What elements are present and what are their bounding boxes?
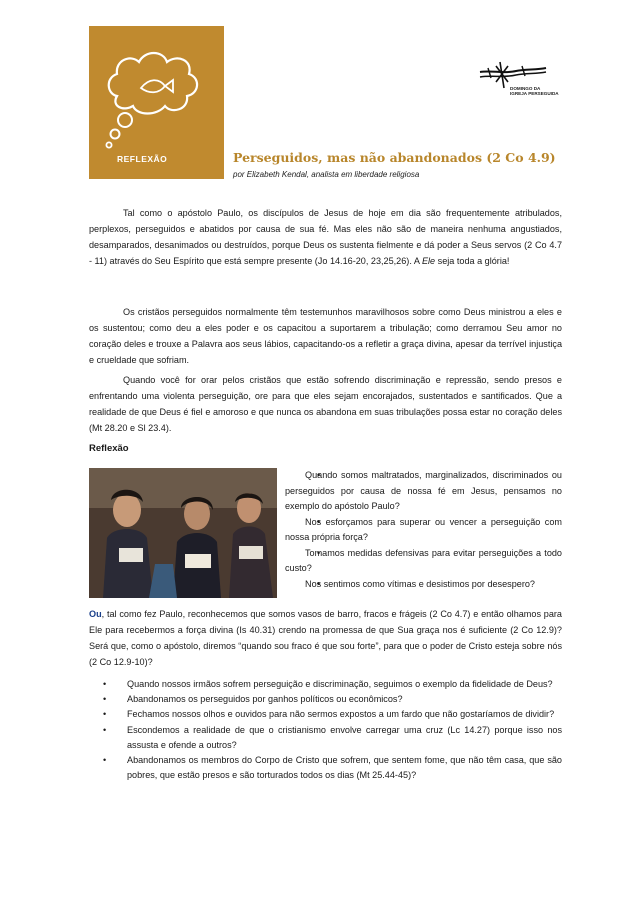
bullet-icon: • <box>103 679 107 689</box>
list-item: • Abandonamos os membros do Corpo de Cristo que sofrem, que sentem fome, que não têm casa, que são pobres, que estão presos e são torturados todos os dias (Mt 25.44-45)? <box>103 755 562 781</box>
article-author: por Elizabeth Kendal, analista em liberdade religiosa <box>233 170 420 179</box>
paragraph-1: Tal como o apóstolo Paulo, os discípulos de Jesus de hoje em dia são frequentemente atribulados, perplexos, perseguidos e abatidos por causa de sua fé. Mas eles não são de maneira nenhuma angustiados, desamparados, desanimados ou destruídos, porque Deus os sustenta fielmente e dá poder a Seus servos (2 Co 4.7 - 11) através do Seu Espírito que está sempre presente (Jo 14.16-20, 23,25,26). A Ele seja toda a glória! <box>89 208 562 266</box>
reflection-questions <box>285 468 562 592</box>
reflection-heading: Reflexão <box>89 443 129 454</box>
bullet-icon: • <box>103 709 107 720</box>
banner-label: REFLEXÃO <box>117 154 168 164</box>
list-item: • Quando nossos irmãos sofrem perseguição e discriminação, seguimos o exemplo da fidelidade de Deus? <box>89 677 562 692</box>
question-item: • Tomamos medidas defensivas para evitar perseguições a todo custo? <box>285 546 562 577</box>
question-item: • Quando somos maltratados, marginalizados, discriminados ou perseguidos por causa de nossa fé em Jesus, pensamos no exemplo do apóstolo Paulo? <box>285 468 562 515</box>
paragraph-2: Os cristãos perseguidos normalmente têm testemunhos maravilhosos sobre como Deus ministrou a eles e os sustentou; como deu a eles poder e os capacitou a suportarem a tribulação; como derramou Seu amor no coração deles e trouxe a Palavra aos seus lábios, capacitando-os a refletir a graça divina, apesar da terrível injustiça e crueldade que sofriam. <box>89 307 562 365</box>
photo-believers-reading <box>89 468 277 598</box>
ou-paragraph: Ou, tal como fez Paulo, reconhecemos que somos vasos de barro, fracos e frágeis (2 Co 4.7) e então olhamos para Ele para recebermos a força divina (Is 40.31) crendo na promessa de que Sua graça nos é suficiente (2 Co 12.9)? Será que, como o apóstolo, diremos “quando sou fraco é que sou forte”, para que o poder de Cristo esteja sobre nós (2 Co 12.9-10)? <box>89 609 562 667</box>
list-item: • Fechamos nossos olhos e ouvidos para não sermos expostos a um fardo que não gostaríamos de dividir? <box>89 707 562 722</box>
list-item: • Escondemos a realidade de que o cristianismo envolve carregar uma cruz (Lc 14.27) porque isso nos assusta e ofende a outros? <box>103 724 562 750</box>
list-item: • Abandonamos os perseguidos por ganhos políticos ou econômicos? <box>89 692 562 707</box>
bullet-icon: • <box>103 755 107 766</box>
ou-lead: Ou <box>89 609 102 619</box>
bullet-icon: • <box>103 694 107 705</box>
question-item: • Nos sentimos como vítimas e desistimos por desespero? <box>285 577 562 593</box>
question-item: • Nos esforçamos para superar ou vencer a perseguição com nossa própria força? <box>285 515 562 546</box>
brand-name: DOMINGO DA IGREJA PERSEGUIDA <box>510 86 559 97</box>
reflection-bullet-list <box>89 677 562 783</box>
bullet-icon: • <box>103 724 107 735</box>
paragraph-3: Quando você for orar pelos cristãos que estão sofrendo discriminação e repressão, sendo presos e enfrentando uma violenta perseguição, ore para que eles sejam encorajados, sustentados e santificados. Que a realidade de que Deus é fiel e amoroso e que nunca os abandona em suas tribulações possa estar no coração deles (Mt 28.20 e Sl 23.4). <box>89 375 562 433</box>
article-title: Perseguidos, mas não abandonados (2 Co 4.9) <box>233 150 556 165</box>
